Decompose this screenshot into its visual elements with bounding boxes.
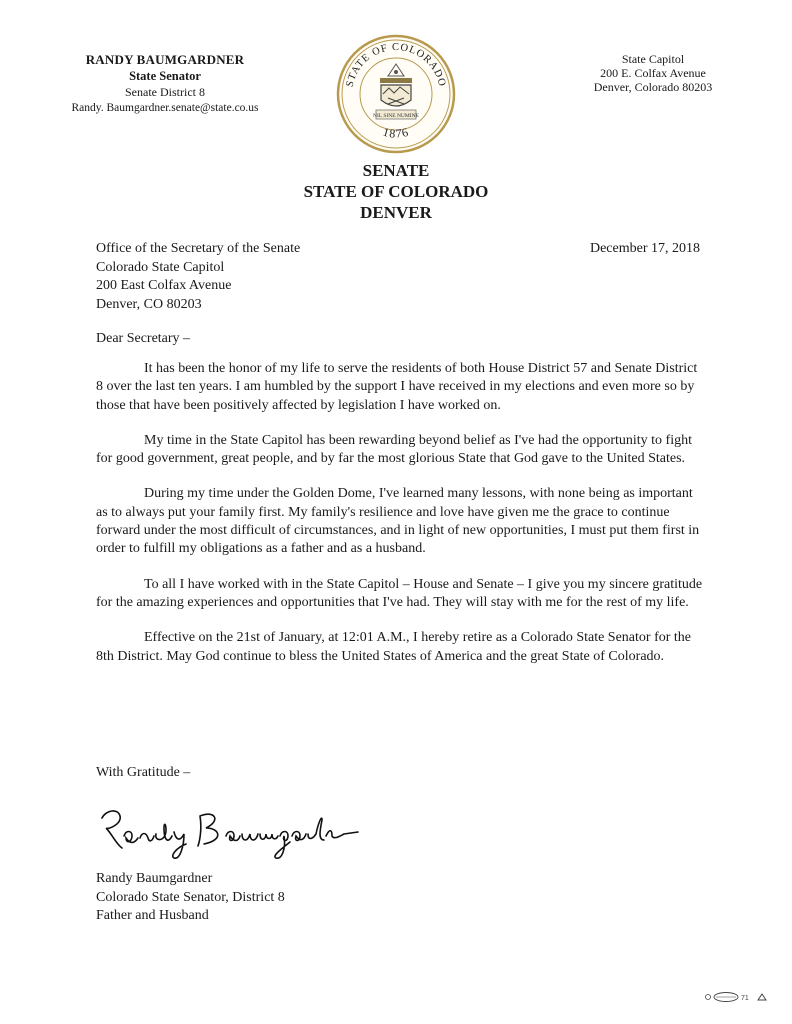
recipient-line: Colorado State Capitol	[96, 259, 225, 275]
body-paragraph: It has been the honor of my life to serve the residents of both House District 57 and Senate District 8 over the last ten years. I am humbled by the support I have received in my elections and even more so by those that have been positively affected by legislation I have worked on.	[96, 361, 698, 413]
colorado-state-seal	[336, 34, 456, 154]
seal-year: 1876	[381, 124, 411, 141]
heading-city: DENVER	[360, 203, 432, 222]
signature-block	[96, 870, 396, 926]
sender-letterhead	[60, 52, 270, 116]
letter-date: December 17, 2018	[589, 241, 700, 256]
office-name: State Capitol	[621, 52, 685, 66]
recipient-address	[96, 240, 436, 314]
heading-senate: SENATE	[362, 161, 430, 180]
senate-district: Senate District 8	[125, 85, 205, 99]
union-print-bug-icon	[704, 990, 774, 1004]
handwritten-signature	[96, 800, 366, 866]
body-paragraph: My time in the State Capitol has been rewarding beyond belief as I've had the opportunity to fight for good government, great people, and by far the most glorious State that God gave to the United States.	[96, 432, 693, 467]
recipient-line: Denver, CO 80203	[96, 296, 202, 312]
recipient-line: 200 East Colfax Avenue	[96, 278, 232, 293]
senator-title: State Senator	[129, 69, 201, 83]
body-paragraph: Effective on the 21st of January, at 12:01 A.M., I hereby retire as a Colorado State Senator for the 8th District. May God continue to bless the United States of America and the great State of Colorado.	[96, 630, 692, 664]
seal-motto: NIL SINE NUMINE	[373, 113, 419, 119]
recipient-line: Office of the Secretary of the Senate	[96, 241, 301, 256]
closing: With Gratitude –	[96, 765, 191, 780]
signer-role: Father and Husband	[96, 908, 209, 923]
heading-state: STATE OF COLORADO	[303, 182, 489, 201]
senator-name: RANDY BAUMGARDNER	[85, 52, 245, 67]
signer-title: Colorado State Senator, District 8	[96, 889, 285, 905]
office-street: 200 E. Colfax Avenue	[600, 66, 706, 80]
signer-name: Randy Baumgardner	[96, 871, 213, 886]
union-bug-number: 71	[741, 995, 749, 1002]
body-paragraph: To all I have worked with in the State Capitol – House and Senate – I give you my sincere gratitude for the amazing experiences and opportunities that I've had. They will stay with me for the rest of my life.	[96, 576, 703, 610]
recycle-icon	[758, 994, 766, 1000]
office-letterhead	[578, 52, 728, 94]
letter-body	[96, 360, 706, 683]
salutation: Dear Secretary –	[96, 331, 191, 346]
letterhead-heading	[196, 160, 596, 223]
office-city: Denver, Colorado 80203	[593, 80, 713, 94]
seal-outer-text: STATE OF COLORADO	[344, 41, 448, 89]
senator-email: Randy. Baumgardner.senate@state.co.us	[71, 102, 259, 114]
body-paragraph: During my time under the Golden Dome, I've learned many lessons, with none being as important as to always put your family first. My family's resilience and love have given me the grace to continue forward under the most difficult of circumstances, and in light of new opportunities, I must put them first in order to fulfill my obligations as a father and as a husband.	[96, 486, 700, 557]
